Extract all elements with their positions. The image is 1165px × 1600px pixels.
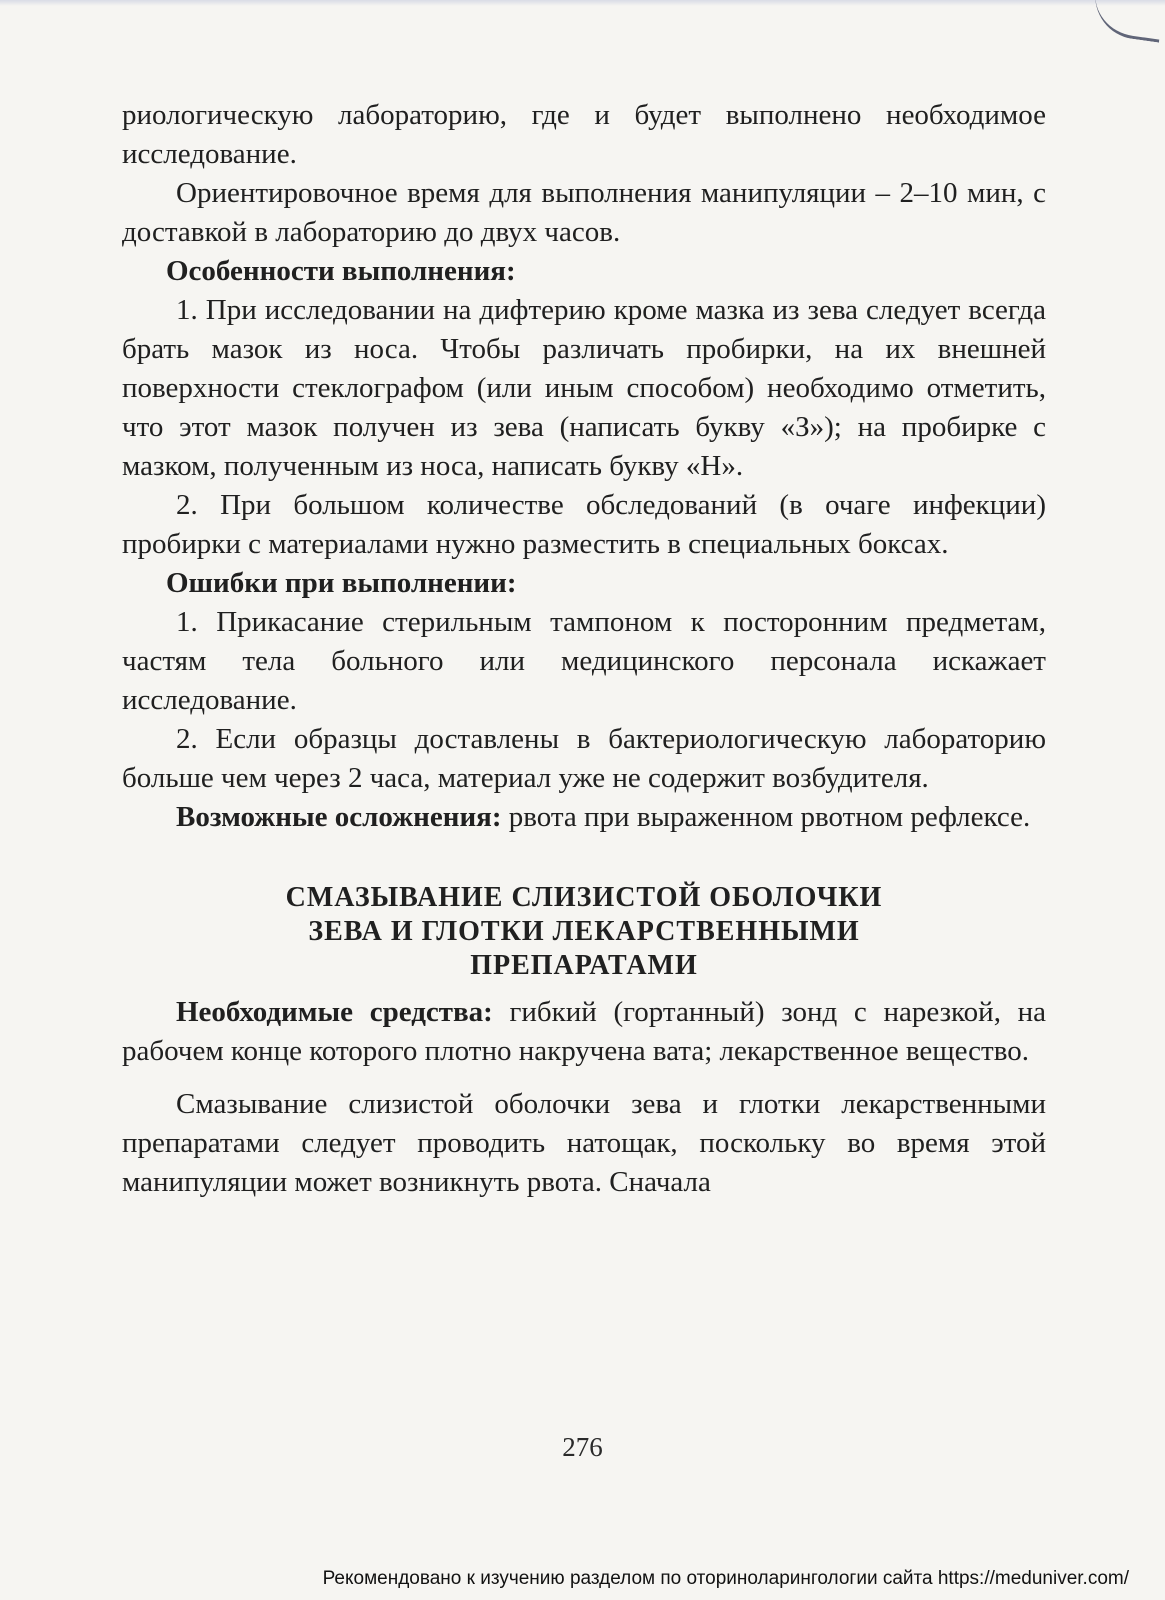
page-body xyxy=(122,96,1046,1202)
required-paragraph xyxy=(122,993,1046,1071)
required-label: Необходимые средства: xyxy=(176,996,493,1028)
complications-text: рвота при выраженном рвотном рефлексе. xyxy=(501,801,1031,833)
section-title-line-2: ЗЕВА И ГЛОТКИ ЛЕКАРСТВЕННЫМИ xyxy=(308,916,860,947)
page-number: 276 xyxy=(562,1432,603,1462)
required-text: гибкий (гортанный) зонд с нарезкой, на рабочем конце которого плотно накручена вата; лекарственное вещество. xyxy=(122,996,1047,1067)
features-heading: Особенности выполнения: xyxy=(166,255,516,287)
features-item-2: 2. При большом количестве обследований (в очаге инфекции) пробирки с материалами нужно разместить в специальных боксах. xyxy=(122,489,1046,560)
errors-heading: Ошибки при выполнении: xyxy=(166,567,517,599)
page-curl-corner xyxy=(1090,0,1165,43)
section-title-line-1: СМАЗЫВАНИЕ СЛИЗИСТОЙ ОБОЛОЧКИ xyxy=(285,882,883,913)
errors-item-1: 1. Прикасание стерильным тампоном к посторонним предметам, частям тела больного или медицинского персонала искажает исследование. xyxy=(122,606,1046,716)
complications-label: Возможные осложнения: xyxy=(176,801,502,833)
page-edge-shadow xyxy=(0,0,1165,6)
paragraph-continuation: риологическую лабораторию, где и будет выполнено необходимое исследование. xyxy=(122,99,1046,170)
complications-paragraph xyxy=(122,798,1046,837)
errors-item-2: 2. Если образцы доставлены в бактериологическую лабораторию больше чем через 2 часа, материал уже не содержит возбудителя. xyxy=(122,723,1046,794)
procedure-paragraph: Смазывание слизистой оболочки зева и глотки лекарственными препаратами следует проводить натощак, поскольку во время этой манипуляции может возникнуть рвота. Сначала xyxy=(122,1088,1046,1198)
paragraph-time: Ориентировочное время для выполнения манипуляции – 2–10 мин, с доставкой в лабораторию до двух часов. xyxy=(122,177,1046,248)
section-title-line-3: ПРЕПАРАТАМИ xyxy=(470,950,698,981)
footer-recommendation: Рекомендовано к изучению разделом по оториноларингологии сайта https://meduniver.com/ xyxy=(322,1568,1129,1589)
section-title xyxy=(122,881,1046,983)
features-item-1: 1. При исследовании на дифтерию кроме мазка из зева следует всегда брать мазок из носа. Чтобы различать пробирки, на их внешней поверхности стеклографом (или иным способом) необходимо отметить, что этот мазок получен из зева (написать букву «З»); на пробирке с мазком, полученным из носа, написать букву «Н». xyxy=(122,294,1046,482)
